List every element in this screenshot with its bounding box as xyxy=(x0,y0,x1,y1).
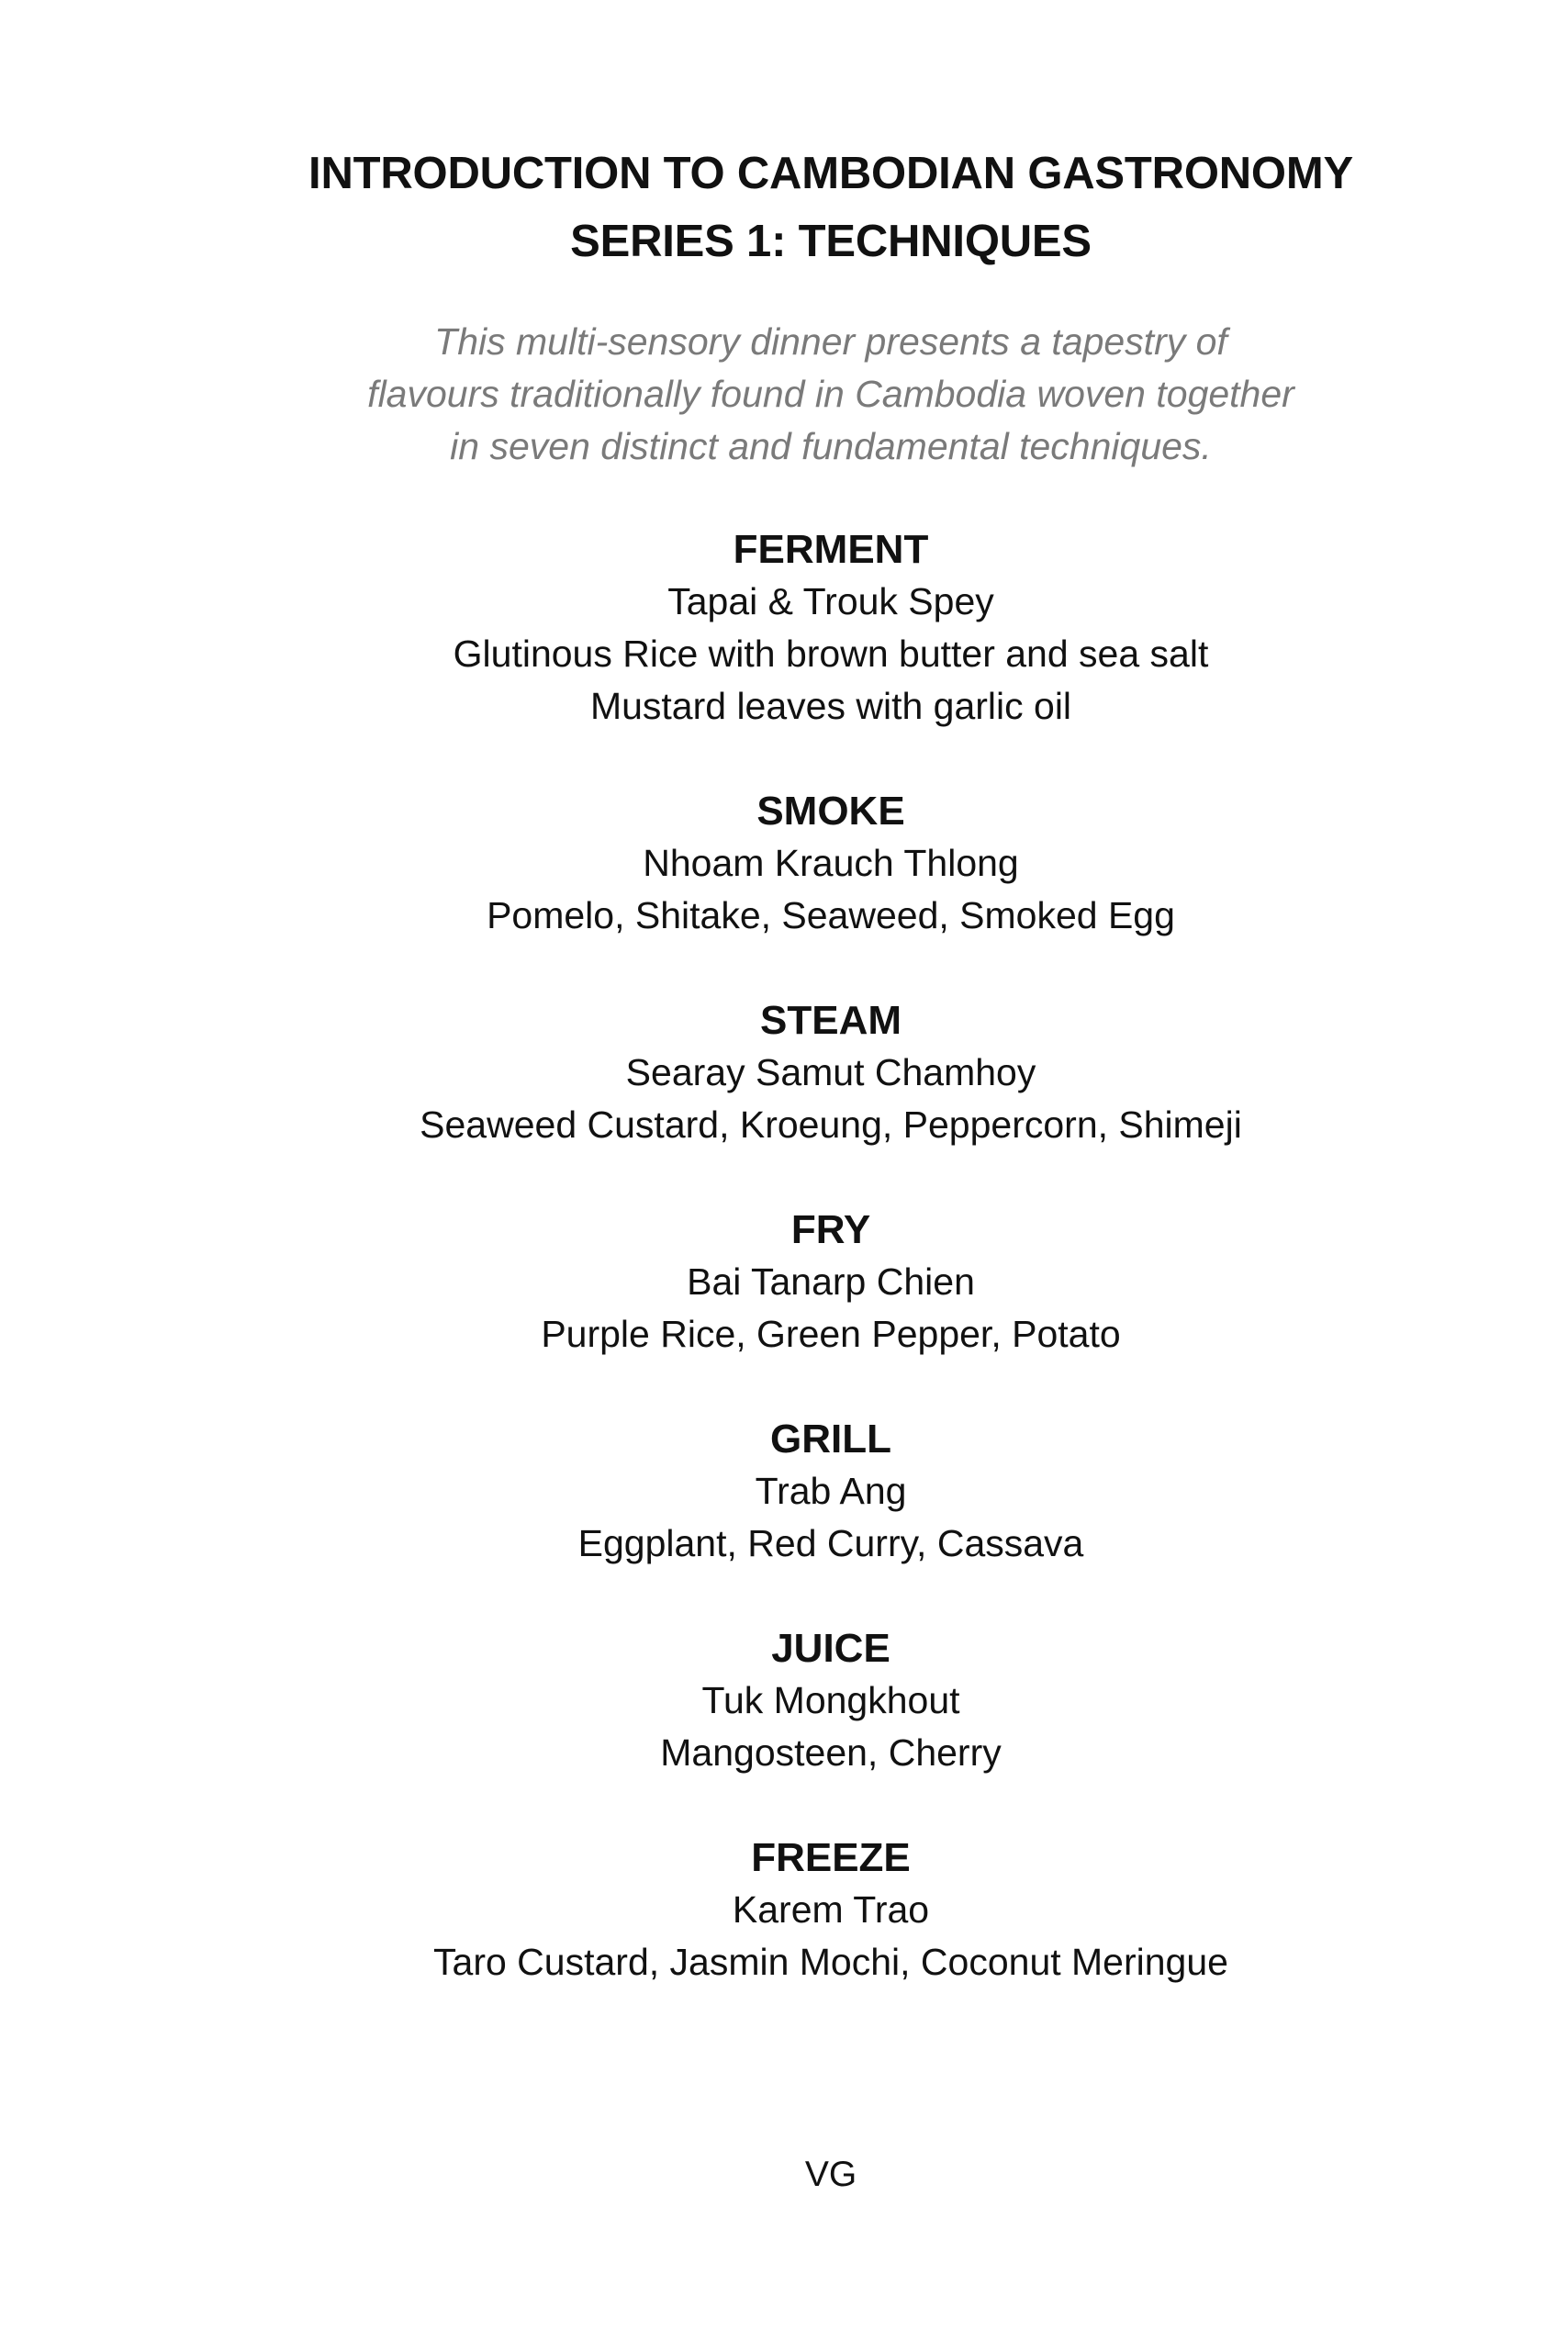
dish-name: Tuk Mongkhout xyxy=(701,1679,960,1721)
dish-name: Karem Trao xyxy=(732,1888,930,1931)
course-ferment xyxy=(0,523,1568,733)
course-technique: JUICE xyxy=(771,1626,890,1671)
dish-description: Mangosteen, Cherry xyxy=(660,1731,1002,1774)
intro-line: flavours traditionally found in Cambodia woven together xyxy=(367,373,1294,415)
title-line-2: SERIES 1: TECHNIQUES xyxy=(570,217,1092,266)
course-grill xyxy=(0,1413,1568,1570)
dish-description: Seaweed Custard, Kroeung, Peppercorn, Shimeji xyxy=(420,1103,1242,1146)
dish-name: Bai Tanarp Chien xyxy=(687,1260,975,1303)
course-freeze xyxy=(0,1831,1568,1988)
course-steam xyxy=(0,994,1568,1151)
intro-line: in seven distinct and fundamental techniques. xyxy=(450,425,1212,467)
course-smoke xyxy=(0,785,1568,942)
dish-description: Pomelo, Shitake, Seaweed, Smoked Egg xyxy=(487,894,1175,936)
course-technique: SMOKE xyxy=(756,789,905,834)
course-juice xyxy=(0,1622,1568,1779)
intro-paragraph xyxy=(0,316,1568,473)
course-technique: FRY xyxy=(790,1207,871,1252)
course-technique: STEAM xyxy=(760,998,902,1043)
dish-name: Nhoam Krauch Thlong xyxy=(643,842,1019,884)
dish-name: Trab Ang xyxy=(755,1470,907,1512)
course-fry xyxy=(0,1204,1568,1361)
dish-description: Glutinous Rice with brown butter and sea salt xyxy=(453,633,1209,675)
page-title xyxy=(0,140,1568,275)
title-line-1: INTRODUCTION TO CAMBODIAN GASTRONOMY xyxy=(308,149,1353,198)
dish-name: Tapai & Trouk Spey xyxy=(667,580,994,622)
dish-description: Eggplant, Red Curry, Cassava xyxy=(577,1522,1084,1564)
dish-name: Searay Samut Chamhoy xyxy=(625,1051,1036,1093)
course-list xyxy=(0,523,1568,2041)
footer-marker: VG xyxy=(804,2155,857,2194)
dish-description: Purple Rice, Green Pepper, Potato xyxy=(541,1313,1121,1355)
course-technique: FERMENT xyxy=(733,527,929,572)
course-technique: FREEZE xyxy=(751,1835,911,1880)
intro-line: This multi-sensory dinner presents a tapestry of xyxy=(434,320,1227,363)
course-technique: GRILL xyxy=(770,1417,891,1462)
dish-description: Taro Custard, Jasmin Mochi, Coconut Meringue xyxy=(433,1941,1228,1983)
dish-description: Mustard leaves with garlic oil xyxy=(589,685,1072,727)
